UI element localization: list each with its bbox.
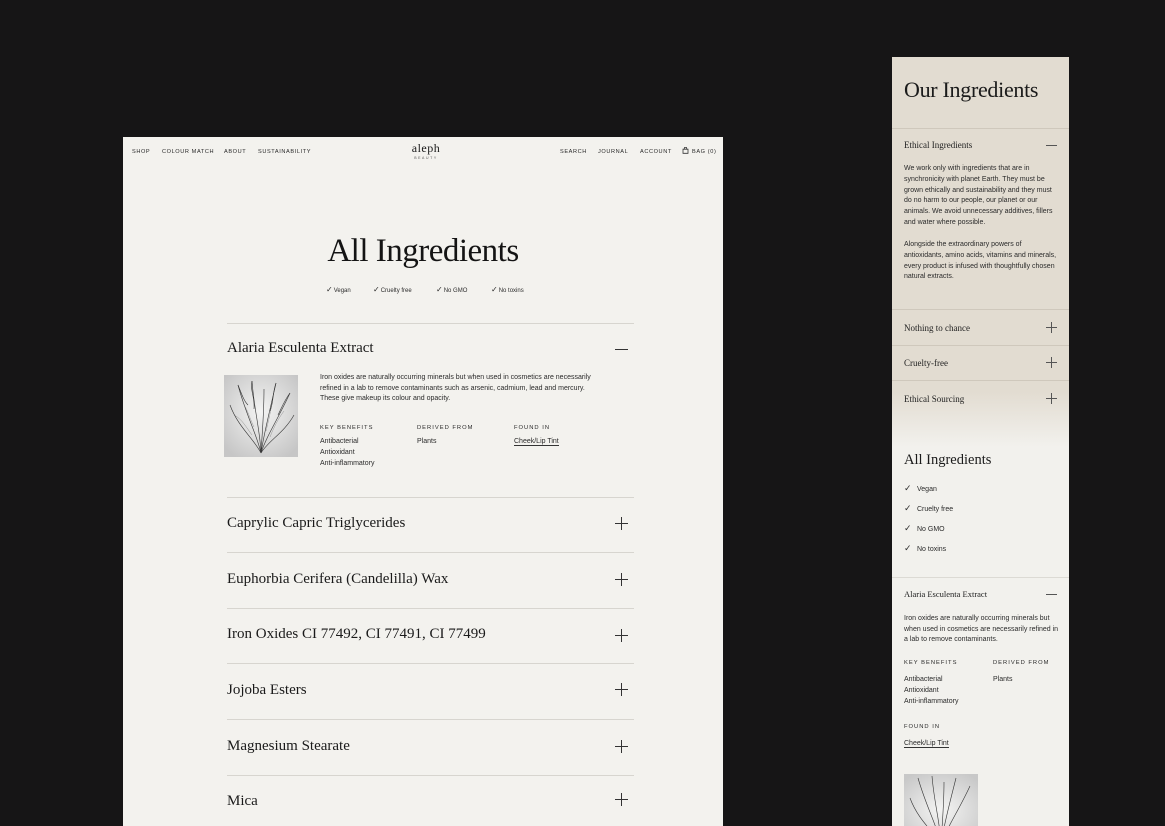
minus-icon[interactable]	[1046, 140, 1057, 151]
plus-icon[interactable]	[615, 573, 629, 587]
nav-about[interactable]: ABOUT	[224, 149, 247, 155]
plus-icon[interactable]	[615, 793, 629, 807]
accordion-nothing-to-chance[interactable]: Nothing to chance	[904, 323, 970, 333]
check-icon: ✓	[904, 543, 912, 553]
key-benefits-list	[320, 436, 374, 469]
derived-from-value: Plants	[417, 438, 437, 445]
nav-account[interactable]: ACCOUNT	[640, 149, 672, 155]
divider	[227, 608, 634, 609]
ingredient-description: Iron oxides are naturally occurring minerals but when used in cosmetics are necessarily refined in a lab to remove contaminants.	[904, 615, 1059, 643]
check-icon: ✓	[373, 285, 380, 294]
divider	[227, 775, 634, 776]
tag-no-gmo: ✓No GMO	[436, 285, 468, 294]
plus-icon[interactable]	[1046, 357, 1057, 368]
divider	[227, 323, 634, 324]
divider	[227, 552, 634, 553]
divider	[892, 309, 1069, 310]
ingredient-title-alaria[interactable]: Alaria Esculenta Extract	[227, 340, 374, 356]
logo-wordmark: aleph	[411, 141, 441, 155]
tag-cruelty-free: ✓ Cruelty free	[904, 503, 954, 513]
ingredient-row[interactable]: Magnesium Stearate	[227, 738, 350, 754]
tag-cruelty-free: ✓Cruelty free	[373, 285, 412, 294]
mobile-page	[892, 57, 1069, 826]
divider	[227, 663, 634, 664]
bag-icon[interactable]	[682, 147, 689, 154]
ingredient-row[interactable]: Mica	[227, 793, 258, 809]
accordion-ethical-sourcing[interactable]: Ethical Sourcing	[904, 394, 965, 404]
check-icon: ✓	[904, 503, 912, 513]
accordion-ethical-ingredients[interactable]: Ethical Ingredients	[904, 140, 973, 150]
ethical-paragraph-2: Alongside the extraordinary powers of antioxidants, amino acids, vitamins and minerals, every product is infused with thoughtfully chosen natural extracts.	[904, 241, 1057, 281]
nav-sustainability[interactable]: SUSTAINABILITY	[258, 149, 312, 155]
derived-from-value: Plants	[993, 676, 1013, 683]
ethical-paragraph-1: We work only with ingredients that are in synchronicity with planet Earth. They must be grown ethically and sustainability and they must do no harm to our people, our planet or our animals. We avoid unnecessary additives, fillers and water where possible.	[904, 165, 1053, 226]
nav-journal[interactable]: JOURNAL	[598, 149, 629, 155]
tag-no-toxins: ✓ No toxins	[904, 543, 947, 553]
divider	[227, 719, 634, 720]
found-in-label: FOUND IN	[514, 425, 551, 431]
divider	[892, 128, 1069, 129]
check-icon: ✓	[436, 285, 443, 294]
derived-from-label: DERIVED FROM	[993, 660, 1050, 666]
tag-no-toxins: ✓No toxins	[491, 285, 524, 294]
plus-icon[interactable]	[1046, 393, 1057, 404]
page-title: All Ingredients	[327, 233, 519, 269]
ingredient-title-alaria[interactable]: Alaria Esculenta Extract	[904, 589, 988, 599]
benefit-item: Antioxidant	[904, 687, 939, 694]
benefit-item: Antioxidant	[320, 449, 355, 456]
nav-bag[interactable]: BAG (0)	[692, 149, 717, 155]
plus-icon[interactable]	[615, 740, 629, 754]
ingredient-row[interactable]: Caprylic Capric Triglycerides	[227, 515, 406, 531]
divider	[892, 577, 1069, 578]
divider	[227, 497, 634, 498]
plus-icon[interactable]	[615, 517, 629, 531]
tag-vegan: ✓ Vegan	[904, 483, 937, 493]
check-icon: ✓	[904, 523, 912, 533]
derived-from-label: DERIVED FROM	[417, 425, 474, 431]
mobile-title: Our Ingredients	[904, 77, 1039, 102]
ingredient-description: Iron oxides are naturally occurring minerals but when used in cosmetics are necessarily refined in a lab to remove contaminants such as arsenic, cadmium, lead and mercury. These give makeup its colour and opacity.	[320, 374, 591, 402]
found-in-link[interactable]: Cheek/Lip Tint	[904, 740, 949, 747]
plus-icon[interactable]	[615, 683, 629, 697]
found-in-link[interactable]: Cheek/Lip Tint	[514, 438, 559, 445]
divider	[892, 345, 1069, 346]
top-navigation	[123, 137, 723, 165]
ingredient-row[interactable]: Jojoba Esters	[227, 682, 307, 698]
check-icon: ✓	[326, 285, 333, 294]
key-benefits-label: KEY BENEFITS	[320, 425, 374, 431]
brand-logo[interactable]	[406, 142, 446, 160]
accordion-cruelty-free[interactable]: Cruelty-free	[904, 358, 948, 368]
seaweed-image	[904, 774, 978, 826]
tag-vegan: ✓Vegan	[326, 285, 351, 294]
nav-colour-match[interactable]: COLOUR MATCH	[162, 149, 215, 155]
nav-shop[interactable]: SHOP	[132, 149, 151, 155]
check-icon: ✓	[904, 483, 912, 493]
divider	[892, 380, 1069, 381]
mobile-all-ingredients-title: All Ingredients	[904, 452, 992, 468]
found-in-label: FOUND IN	[904, 724, 941, 730]
logo-subtitle: BEAUTY	[414, 156, 438, 160]
benefit-item: Anti-inflammatory	[320, 460, 375, 467]
tag-no-gmo: ✓ No GMO	[904, 523, 945, 533]
minus-icon[interactable]	[1046, 589, 1057, 600]
ingredient-row[interactable]: Euphorbia Cerifera (Candelilla) Wax	[227, 571, 449, 587]
benefit-item: Anti-inflammatory	[904, 698, 959, 705]
benefit-item: Antibacterial	[904, 676, 943, 683]
check-icon: ✓	[491, 285, 498, 294]
plus-icon[interactable]	[1046, 322, 1057, 333]
nav-search[interactable]: SEARCH	[560, 149, 587, 155]
plus-icon[interactable]	[615, 629, 629, 643]
key-benefits-label: KEY BENEFITS	[904, 660, 958, 666]
benefit-item: Antibacterial	[320, 438, 359, 445]
ingredient-row[interactable]: Iron Oxides CI 77492, CI 77491, CI 77499	[227, 626, 486, 642]
desktop-page	[123, 137, 723, 826]
key-benefits-list	[904, 674, 958, 707]
seaweed-image	[224, 375, 298, 457]
minus-icon[interactable]	[615, 343, 629, 357]
